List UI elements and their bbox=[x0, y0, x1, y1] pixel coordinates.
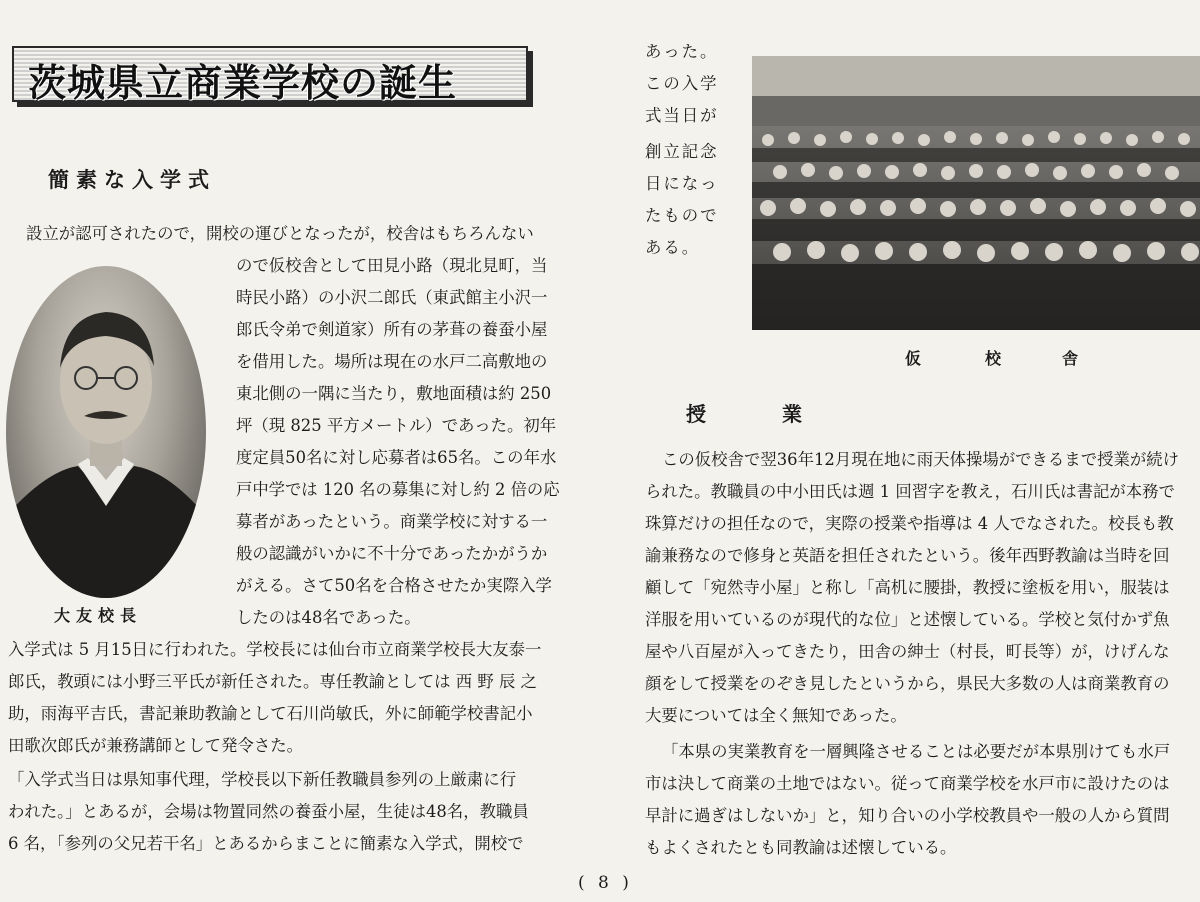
portrait-caption: 大友校長 bbox=[54, 606, 143, 625]
text-line: 助，雨海平吉氏，書記兼助教諭として石川尚敏氏，外に師範学校書記小 bbox=[8, 704, 533, 723]
text-line: したのは48名であった。 bbox=[236, 608, 421, 627]
portrait-figure-icon bbox=[6, 266, 206, 598]
text-line: 度定員50名に対し応募者は65名。この年水 bbox=[236, 448, 557, 467]
text-line: 「本県の実業教育を一層興隆させることは必要だが本県別けても水戸 bbox=[662, 742, 1171, 761]
text-line: 設立が認可されたので，開校の運びとなったが，校舎はもちろんない bbox=[26, 224, 534, 243]
text-line: 大要については全く無知であった。 bbox=[645, 706, 907, 725]
temporary-school-building-photo bbox=[752, 56, 1200, 330]
text-line: 入学式は 5 月15日に行われた。学校長には仙台市立商業学校長大友泰一 bbox=[8, 640, 542, 659]
text-line: 坪（現 825 平方メートル）であった。初年 bbox=[236, 416, 557, 435]
text-line: 郎氏令弟で剣道家）所有の茅葺の養蚕小屋 bbox=[236, 320, 548, 339]
text-line: 顧して「宛然寺小屋」と称し「高机に腰掛，教授に塗板を用い，服装は bbox=[645, 578, 1170, 597]
text-line: を借用した。場所は現在の水戸二高敷地の bbox=[236, 352, 548, 371]
page-title: 茨城県立商業学校の誕生 bbox=[28, 60, 458, 105]
text-line: 洋服を用いているのが現代的な位」と述懐している。学校と気付かず魚 bbox=[645, 610, 1170, 629]
text-line: 般の認識がいかに不十分であったかがうか bbox=[236, 544, 548, 563]
text-line: 屋や八百屋が入ってきたり，田舎の紳士（村長，町長等）が，けげんな bbox=[645, 642, 1170, 661]
text-line: られた。教職員の中小田氏は週 1 回習字を教え，石川氏は書記が本務で bbox=[645, 482, 1175, 501]
title-banner bbox=[12, 46, 528, 105]
photo-caption-char: 舎 bbox=[1062, 349, 1079, 368]
group-photo-figure-icon bbox=[752, 56, 1200, 330]
principal-portrait-photo bbox=[6, 266, 206, 598]
text-line: あった。 bbox=[645, 42, 719, 61]
text-line: 田歌次郎氏が兼務講師として発令さた。 bbox=[8, 736, 304, 755]
text-line: 日になっ bbox=[645, 174, 719, 193]
text-line: 顔をして授業をのぞき見したというから，県民大多数の人は商業教育の bbox=[645, 674, 1170, 693]
text-line: 早計に過ぎはしないか」と，知り合いの小学校教員や一般の人から質問 bbox=[645, 806, 1170, 825]
section-heading-entrance-ceremony: 簡素な入学式 bbox=[48, 168, 216, 192]
text-line: 東北側の一隅に当たり，敷地面積は約 250 bbox=[236, 384, 552, 403]
text-line: この入学 bbox=[645, 74, 719, 93]
photo-caption-char: 仮 bbox=[905, 349, 922, 368]
text-line: 珠算だけの担任なので，実際の授業や指導は 4 人でなされた。校長も教 bbox=[645, 514, 1174, 533]
text-line: 市は決して商業の土地ではない。従って商業学校を水戸市に設けたのは bbox=[645, 774, 1170, 793]
photo-caption-char: 校 bbox=[985, 349, 1002, 368]
text-line: もよくされたとも同教諭は述懐している。 bbox=[645, 838, 957, 857]
text-line: 6 名，「参列の父兄若干名」とあるからまことに簡素な入学式，開校で bbox=[8, 834, 524, 853]
text-line: 創立記念 bbox=[645, 142, 719, 161]
text-line: 郎氏，教頭には小野三平氏が新任された。専任教諭としては 西 野 辰 之 bbox=[8, 672, 537, 691]
text-line: ある。 bbox=[645, 238, 701, 257]
text-line: がえる。さて50名を合格させたか実際入学 bbox=[236, 576, 552, 595]
text-line: 時民小路）の小沢二郎氏（東武館主小沢一 bbox=[236, 288, 548, 307]
text-line: たもので bbox=[645, 206, 719, 225]
text-line: われた。」とあるが，会場は物置同然の養蚕小屋，生徒は48名，教職員 bbox=[8, 802, 529, 821]
text-line: この仮校舎で翌36年12月現在地に雨天体操場ができるまで授業が続け bbox=[662, 450, 1180, 469]
text-line: 式当日が bbox=[645, 106, 719, 125]
text-line: 「入学式当日は県知事代理，学校長以下新任教職員参列の上厳粛に行 bbox=[8, 770, 517, 789]
section-heading-classes: 授業 bbox=[686, 402, 878, 426]
page-number: ( 8 ) bbox=[578, 873, 633, 893]
text-line: ので仮校舎として田見小路（現北見町，当 bbox=[236, 256, 548, 275]
text-line: 戸中学では 120 名の募集に対し約 2 倍の応 bbox=[236, 480, 560, 499]
text-line: 諭兼務なので修身と英語を担任されたという。後年西野教諭は当時を回 bbox=[645, 546, 1170, 565]
text-line: 募者があったという。商業学校に対する一 bbox=[236, 512, 548, 531]
